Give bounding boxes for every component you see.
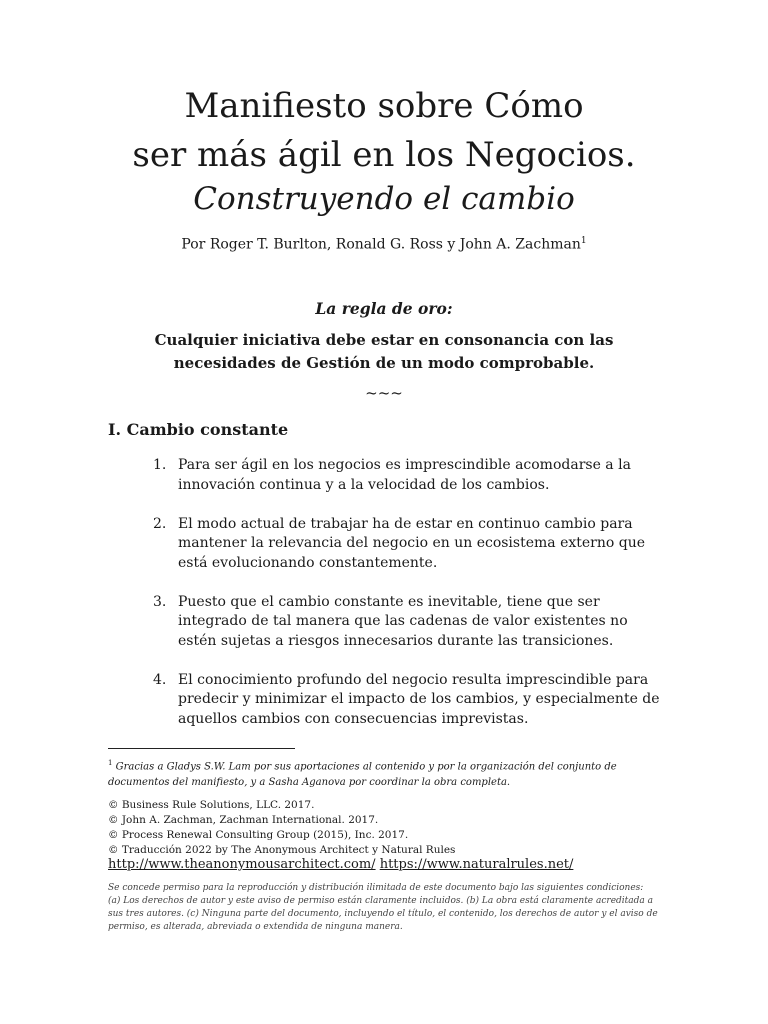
footnote xyxy=(108,755,638,791)
copyright-line: © Traducción 2022 by The Anonymous Architect y Natural Rules xyxy=(108,844,456,856)
link-natural-rules[interactable]: https://www.naturalrules.net/ xyxy=(379,857,574,872)
item-text: Para ser ágil en los negocios es imprescindible acomodarse a la innovación continua y a la velocidad de los cambios. xyxy=(178,457,631,493)
copyright-line: © Process Renewal Consulting Group (2015), Inc. 2017. xyxy=(108,829,409,841)
footnote-number: 1 xyxy=(108,759,113,767)
footnote-text: Gracias a Gladys S.W. Lam por sus aportaciones al contenido y por la organización del conjunto de documentos del manifiesto, y a Sasha Aganova por coordinar la obra completa. xyxy=(108,761,617,789)
links-line xyxy=(108,857,573,872)
authors-text: Por Roger T. Burlton, Ronald G. Ross y John A. Zachman xyxy=(181,236,581,253)
section-title: I. Cambio constante xyxy=(108,420,289,439)
item-text: Puesto que el cambio constante es inevitable, tiene que ser integrado de tal manera que las cadenas de valor existentes no estén sujetas a riesgos innecesarios durante las transiciones. xyxy=(178,593,628,649)
principles-list xyxy=(108,456,668,749)
copyright-block xyxy=(108,798,648,858)
copyright-line: © Business Rule Solutions, LLC. 2017. xyxy=(108,799,315,811)
list-item xyxy=(108,456,668,495)
list-item xyxy=(108,671,668,730)
footnote-divider xyxy=(108,748,295,749)
separator: ~~~ xyxy=(365,384,403,402)
item-number: 2. xyxy=(153,515,167,532)
title-line-2: ser más ágil en los Negocios. xyxy=(132,135,636,175)
permission-notice: Se concede permiso para la reproducción y distribución ilimitada de este documento bajo las siguientes condiciones: (a) Los derechos de autor y este aviso de permiso están claramente incluidos. (b) La obra está claramente acreditada a sus tres autores. (c) Ninguna parte del documento, incluyendo el título, el contenido, los derechos de autor y el aviso de permiso, es alterada, abreviada o extendida de ninguna manera. xyxy=(108,883,658,932)
link-anonymous-architect[interactable]: http://www.theanonymousarchitect.com/ xyxy=(108,857,376,872)
list-item xyxy=(108,593,668,652)
footnote-ref[interactable]: 1 xyxy=(580,236,587,246)
golden-rule-text: Cualquier iniciativa debe estar en consonancia con las necesidades de Gestión de un modo comprobable. xyxy=(154,331,614,372)
item-number: 3. xyxy=(153,593,167,610)
subtitle: Construyendo el cambio xyxy=(193,181,575,217)
item-number: 1. xyxy=(153,457,167,473)
golden-rule-heading: La regla de oro: xyxy=(315,299,453,318)
item-text: El conocimiento profundo del negocio resulta imprescindible para predecir y minimizar el impacto de los cambios, y especialmente de aquellos cambios con consecuencias imprevistas. xyxy=(178,671,660,727)
item-text: El modo actual de trabajar ha de estar en continuo cambio para mantener la relevancia del negocio en un ecosistema externo que está evolucionando constantemente. xyxy=(178,515,646,571)
item-number: 4. xyxy=(153,671,167,688)
authors-line xyxy=(0,236,768,253)
list-item xyxy=(108,515,668,574)
copyright-line: © John A. Zachman, Zachman International. 2017. xyxy=(108,814,379,826)
title-line-1: Manifiesto sobre Cómo xyxy=(184,86,584,126)
